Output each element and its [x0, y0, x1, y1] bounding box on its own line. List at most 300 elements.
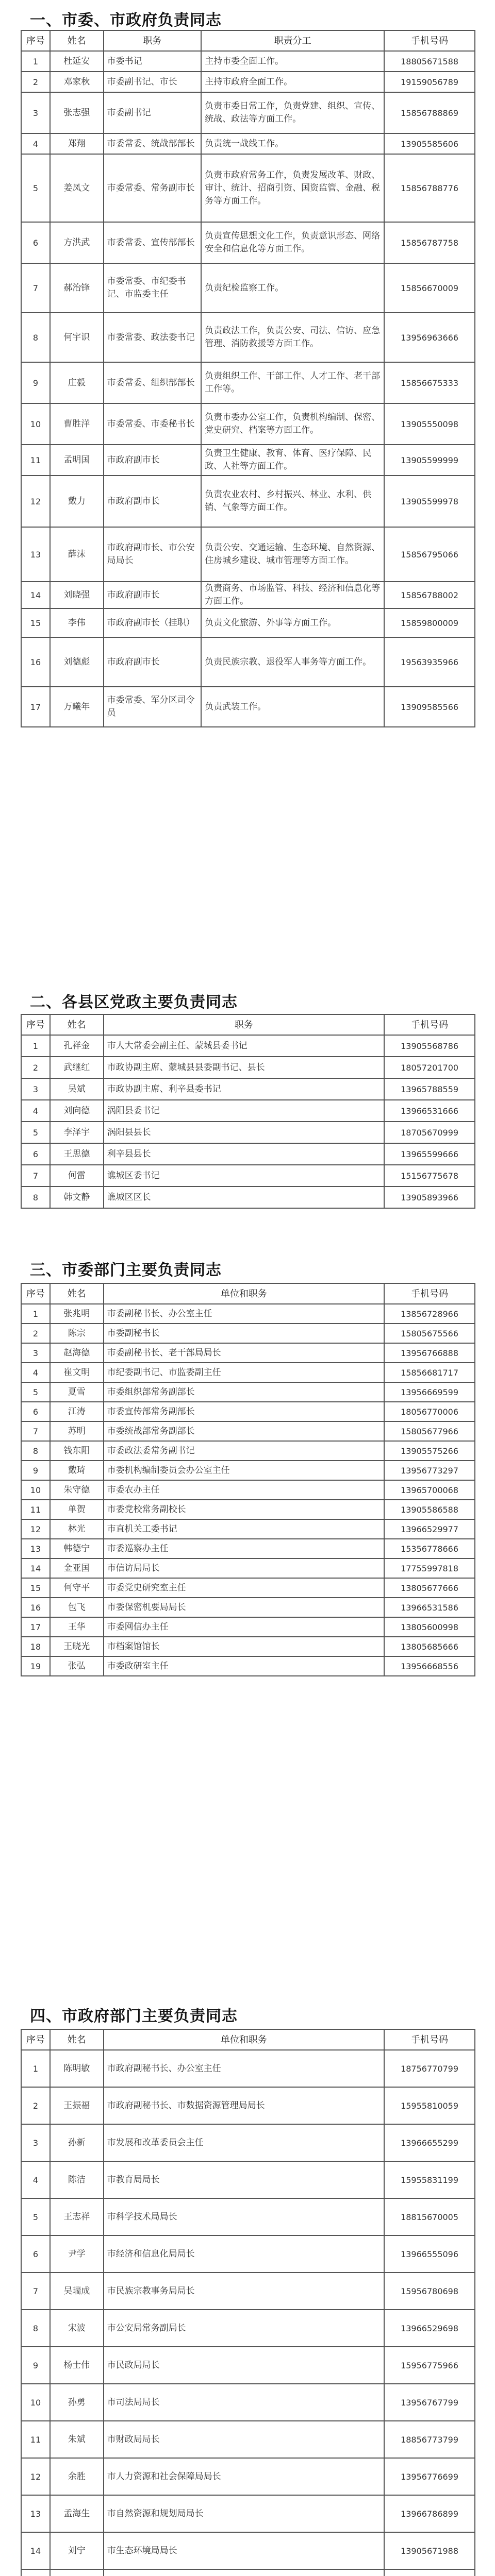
- row-index: 14: [21, 2532, 50, 2569]
- col-header: 序号: [21, 30, 50, 51]
- position: 市政府副市长、市公安局局长: [104, 527, 202, 582]
- person-name: 崔文明: [50, 1363, 104, 1382]
- phone-number: 15805675566: [384, 1324, 475, 1343]
- person-name: 林光: [50, 1519, 104, 1539]
- phone-number: 13966531586: [384, 1598, 475, 1617]
- unit-position: 市教育局局长: [104, 2161, 384, 2198]
- row-index: 2: [21, 1057, 50, 1078]
- unit-position: 市委巡察办主任: [104, 1539, 384, 1558]
- phone-number: 15156775678: [384, 1165, 475, 1187]
- row-index: 19: [21, 1656, 50, 1676]
- person-name: 孙新: [50, 2124, 104, 2161]
- phone-number: 18856773799: [384, 2421, 475, 2458]
- person-name: 钱东阳: [50, 1441, 104, 1461]
- county-row: [21, 1187, 475, 1208]
- row-index: 16: [21, 1598, 50, 1617]
- row-index: 6: [21, 1143, 50, 1165]
- county-row: [21, 1143, 475, 1165]
- unit-position: 市发展和改革委员会主任: [104, 2124, 384, 2161]
- unit-position: 市财政局局长: [104, 2421, 384, 2458]
- person-name: 夏雪: [50, 1382, 104, 1402]
- phone-number: 13956669599: [384, 1382, 475, 1402]
- phone-number: 15856675333: [384, 362, 475, 403]
- leader-row: [21, 222, 475, 263]
- phone-number: 13805685666: [384, 1637, 475, 1656]
- phone-number: 13905599978: [384, 476, 475, 527]
- phone-number: 13856728966: [384, 1304, 475, 1324]
- col-header: 序号: [21, 2029, 50, 2050]
- col-header: 序号: [21, 1014, 50, 1035]
- unit-position: 市委农办主任: [104, 1480, 384, 1500]
- unit-position: 市纪委副书记、市监委副主任: [104, 1363, 384, 1382]
- unit-position: 市人力资源和社会保障局局长: [104, 2458, 384, 2495]
- dept-row: [21, 2458, 475, 2495]
- unit-position: 市委副秘书长、办公室主任: [104, 1304, 384, 1324]
- phone-number: 13909585566: [384, 687, 475, 727]
- dept-row: [21, 1598, 475, 1617]
- row-index: 13: [21, 2495, 50, 2532]
- unit-position: 市民政局局长: [104, 2347, 384, 2384]
- unit-position: 市经济和信息化局局长: [104, 2235, 384, 2273]
- position: 谯城区委书记: [104, 1165, 384, 1187]
- unit-position: 市政府副秘书长、市数据资源管理局局长: [104, 2087, 384, 2124]
- dept-row: [21, 1324, 475, 1343]
- section-title: 四、市政府部门主要负责同志: [30, 2007, 238, 2025]
- leader-row: [21, 608, 475, 637]
- row-index: 1: [21, 51, 50, 72]
- section-title: 二、各县区党政主要负责同志: [30, 993, 238, 1011]
- row-index: 15: [21, 1578, 50, 1598]
- responsibilities: 负责农业农村、乡村振兴、林业、水利、供销、气象等方面工作。: [201, 476, 384, 527]
- phone-number: 13956766888: [384, 1343, 475, 1363]
- unit-position: 市委网信办主任: [104, 1617, 384, 1637]
- col-header: 姓名: [50, 1014, 104, 1035]
- col-header: 职务: [104, 1014, 384, 1035]
- dept-row: [21, 2569, 475, 2576]
- person-name: 杜延安: [50, 51, 104, 72]
- position: 市委常委、组织部部长: [104, 362, 202, 403]
- phone-number: [384, 2569, 475, 2576]
- row-index: 1: [21, 2050, 50, 2087]
- row-index: 11: [21, 1500, 50, 1519]
- row-index: 5: [21, 1382, 50, 1402]
- row-index: 9: [21, 362, 50, 403]
- row-index: 14: [21, 1558, 50, 1578]
- phone-number: 13905671988: [384, 2532, 475, 2569]
- row-index: 17: [21, 687, 50, 727]
- person-name: 陈宗: [50, 1324, 104, 1343]
- dept-row: [21, 1539, 475, 1558]
- phone-number: 18756770799: [384, 2050, 475, 2087]
- person-name: 苏明: [50, 1421, 104, 1441]
- row-index: 1: [21, 1035, 50, 1057]
- phone-number: 13905586588: [384, 1500, 475, 1519]
- phone-number: 15856795066: [384, 527, 475, 582]
- leader-row: [21, 313, 475, 362]
- leader-row: [21, 92, 475, 133]
- section-title: 三、市委部门主要负责同志: [30, 1261, 222, 1279]
- person-name: 戴力: [50, 476, 104, 527]
- phone-number: 13805600998: [384, 1617, 475, 1637]
- col-header: 手机号码: [384, 1283, 475, 1304]
- unit-position: 市生态环境局局长: [104, 2532, 384, 2569]
- phone-number: 13905585606: [384, 133, 475, 154]
- unit-position: 市委党校常务副校长: [104, 1500, 384, 1519]
- unit-position: 市委统战部常务副部长: [104, 1421, 384, 1441]
- row-index: 7: [21, 263, 50, 313]
- table-header-row: [21, 2029, 475, 2050]
- row-index: 14: [21, 582, 50, 608]
- leader-row: [21, 476, 475, 527]
- person-name: 王振福: [50, 2087, 104, 2124]
- row-index: 13: [21, 527, 50, 582]
- leader-row: [21, 263, 475, 313]
- col-header: 姓名: [50, 2029, 104, 2050]
- person-name: 武继红: [50, 1057, 104, 1078]
- col-header: 单位和职务: [104, 1283, 384, 1304]
- person-name: 张志强: [50, 92, 104, 133]
- phone-number: 15805677966: [384, 1421, 475, 1441]
- unit-position: 市委政研室主任: [104, 1656, 384, 1676]
- table-county-leaders: [21, 1014, 475, 1209]
- col-header: 手机号码: [384, 2029, 475, 2050]
- dept-row: [21, 2235, 475, 2273]
- person-name: 万曦年: [50, 687, 104, 727]
- row-index: 6: [21, 2235, 50, 2273]
- leader-row: [21, 154, 475, 222]
- dept-row: [21, 2198, 475, 2235]
- dept-row: [21, 1617, 475, 1637]
- responsibilities: 负责文化旅游、外事等方面工作。: [201, 608, 384, 637]
- dept-row: [21, 1363, 475, 1382]
- position: 市人大常委会副主任、蒙城县委书记: [104, 1035, 384, 1057]
- phone-number: 13956963666: [384, 313, 475, 362]
- row-index: 2: [21, 1324, 50, 1343]
- person-name: 薛沫: [50, 527, 104, 582]
- dept-row: [21, 1461, 475, 1480]
- person-name: 朱守德: [50, 1480, 104, 1500]
- person-name: 王华: [50, 1617, 104, 1637]
- person-name: 方洪武: [50, 222, 104, 263]
- dept-row: [21, 1519, 475, 1539]
- person-name: 郑翔: [50, 133, 104, 154]
- phone-number: 15856670009: [384, 263, 475, 313]
- phone-number: 15856788776: [384, 154, 475, 222]
- dept-row: [21, 1343, 475, 1363]
- dept-row: [21, 1441, 475, 1461]
- dept-row: [21, 1578, 475, 1598]
- position: 市委常委、军分区司令员: [104, 687, 202, 727]
- person-name: 刘晓强: [50, 582, 104, 608]
- phone-number: 13965788559: [384, 1078, 475, 1100]
- person-name: 孟海生: [50, 2495, 104, 2532]
- phone-number: 13966786899: [384, 2495, 475, 2532]
- row-index: 11: [21, 2421, 50, 2458]
- row-index: 5: [21, 1122, 50, 1143]
- phone-number: 15856788869: [384, 92, 475, 133]
- row-index: 12: [21, 2458, 50, 2495]
- person-name: 李伟: [50, 608, 104, 637]
- phone-number: 19159056789: [384, 72, 475, 92]
- phone-number: 18057201700: [384, 1057, 475, 1078]
- row-index: 10: [21, 403, 50, 445]
- row-index: 5: [21, 2198, 50, 2235]
- person-name: 韩德宁: [50, 1539, 104, 1558]
- row-index: 4: [21, 2161, 50, 2198]
- responsibilities: 负责组织工作、干部工作、人才工作、老干部工作等。: [201, 362, 384, 403]
- person-name: 韩文静: [50, 1187, 104, 1208]
- dept-row: [21, 2273, 475, 2310]
- county-row: [21, 1100, 475, 1122]
- position: 市委常委、统战部部长: [104, 133, 202, 154]
- phone-number: 15859800009: [384, 608, 475, 637]
- row-index: 9: [21, 1461, 50, 1480]
- dept-row: [21, 2087, 475, 2124]
- row-index: 10: [21, 1480, 50, 1500]
- unit-position: 市政府副秘书长、办公室主任: [104, 2050, 384, 2087]
- leader-row: [21, 637, 475, 687]
- person-name: 金亚国: [50, 1558, 104, 1578]
- person-name: 李泽宇: [50, 1122, 104, 1143]
- county-row: [21, 1122, 475, 1143]
- position: 市委常委、政法委书记: [104, 313, 202, 362]
- person-name: 戴琦: [50, 1461, 104, 1480]
- leader-row: [21, 582, 475, 608]
- leader-row: [21, 403, 475, 445]
- responsibilities: 主持市政府全面工作。: [201, 72, 384, 92]
- person-name: 庄毅: [50, 362, 104, 403]
- unit-position: 市司法局局长: [104, 2384, 384, 2421]
- phone-number: 15955810059: [384, 2087, 475, 2124]
- dept-row: [21, 1656, 475, 1676]
- row-index: 7: [21, 1421, 50, 1441]
- leader-row: [21, 362, 475, 403]
- unit-position: 市信访局局长: [104, 1558, 384, 1578]
- county-row: [21, 1078, 475, 1100]
- dept-row: [21, 2384, 475, 2421]
- dept-row: [21, 2124, 475, 2161]
- person-name: 刘德彪: [50, 637, 104, 687]
- leader-row: [21, 133, 475, 154]
- phone-number: 13956773297: [384, 1461, 475, 1480]
- phone-number: 18705670999: [384, 1122, 475, 1143]
- phone-number: 17755997818: [384, 1558, 475, 1578]
- responsibilities: 负责市政府常务工作，负责发展改革、财政、审计、统计、招商引资、国资监管、金融、税务等方面工作。: [201, 154, 384, 222]
- person-name: 张弘: [50, 1656, 104, 1676]
- county-row: [21, 1057, 475, 1078]
- person-name: 刘宁: [50, 2532, 104, 2569]
- phone-number: 13905550098: [384, 403, 475, 445]
- col-header: 手机号码: [384, 30, 475, 51]
- unit-position: 市委副秘书长: [104, 1324, 384, 1343]
- table-party-departments: [21, 1283, 475, 1676]
- phone-number: 13905893966: [384, 1187, 475, 1208]
- row-index: 3: [21, 1078, 50, 1100]
- person-name: 王晓光: [50, 1637, 104, 1656]
- unit-position: 市委党史研究室主任: [104, 1578, 384, 1598]
- person-name: 吴斌: [50, 1078, 104, 1100]
- phone-number: 13965599666: [384, 1143, 475, 1165]
- person-name: 何雷: [50, 1165, 104, 1187]
- row-index: [21, 2569, 50, 2576]
- position: 市政协副主席、蒙城县县委副书记、县长: [104, 1057, 384, 1078]
- phone-number: 13956776699: [384, 2458, 475, 2495]
- leader-row: [21, 51, 475, 72]
- county-row: [21, 1165, 475, 1187]
- table-header-row: [21, 1014, 475, 1035]
- leader-row: [21, 445, 475, 476]
- person-name: 张兆明: [50, 1304, 104, 1324]
- person-name: 孟明国: [50, 445, 104, 476]
- person-name: 包飞: [50, 1598, 104, 1617]
- unit-position: [104, 2569, 384, 2576]
- row-index: 18: [21, 1637, 50, 1656]
- responsibilities: 负责政法工作，负责公安、司法、信访、应急管理、消防救援等方面工作。: [201, 313, 384, 362]
- person-name: 刘向德: [50, 1100, 104, 1122]
- dept-row: [21, 1421, 475, 1441]
- row-index: 13: [21, 1539, 50, 1558]
- section-title: 一、市委、市政府负责同志: [30, 11, 222, 29]
- position: 市委书记: [104, 51, 202, 72]
- person-name: 朱斌: [50, 2421, 104, 2458]
- unit-position: 市民族宗教事务局局长: [104, 2273, 384, 2310]
- col-header: 单位和职务: [104, 2029, 384, 2050]
- row-index: 4: [21, 133, 50, 154]
- person-name: 宋波: [50, 2310, 104, 2347]
- position: 市政府副市长: [104, 637, 202, 687]
- responsibilities: 负责商务、市场监管、科技、经济和信息化等方面工作。: [201, 582, 384, 608]
- person-name: 王志祥: [50, 2198, 104, 2235]
- row-index: 2: [21, 2087, 50, 2124]
- phone-number: 13966529977: [384, 1519, 475, 1539]
- dept-row: [21, 1637, 475, 1656]
- dept-row: [21, 2421, 475, 2458]
- row-index: 11: [21, 445, 50, 476]
- responsibilities: 主持市委全面工作。: [201, 51, 384, 72]
- row-index: 7: [21, 2273, 50, 2310]
- county-row: [21, 1035, 475, 1057]
- row-index: 4: [21, 1363, 50, 1382]
- person-name: 陈明敏: [50, 2050, 104, 2087]
- col-header: 职务: [104, 30, 202, 51]
- phone-number: 15956780698: [384, 2273, 475, 2310]
- dept-row: [21, 2532, 475, 2569]
- position: 市政府副市长: [104, 582, 202, 608]
- person-name: 何守平: [50, 1578, 104, 1598]
- person-name: 赵海德: [50, 1343, 104, 1363]
- phone-number: 15955831199: [384, 2161, 475, 2198]
- dept-row: [21, 1500, 475, 1519]
- dept-row: [21, 1304, 475, 1324]
- phone-number: 13966555096: [384, 2235, 475, 2273]
- responsibilities: 负责纪检监察工作。: [201, 263, 384, 313]
- position: 涡阳县县长: [104, 1122, 384, 1143]
- responsibilities: 负责民族宗教、退役军人事务等方面工作。: [201, 637, 384, 687]
- person-name: 余胜: [50, 2458, 104, 2495]
- position: 市委副书记: [104, 92, 202, 133]
- row-index: 6: [21, 222, 50, 263]
- person-name: 江涛: [50, 1402, 104, 1421]
- unit-position: 市委保密机要局局长: [104, 1598, 384, 1617]
- leader-row: [21, 72, 475, 92]
- responsibilities: 负责统一战线工作。: [201, 133, 384, 154]
- position: 市政府副市长（挂职）: [104, 608, 202, 637]
- row-index: 9: [21, 2347, 50, 2384]
- row-index: 8: [21, 1441, 50, 1461]
- position: 市委常委、市纪委书记、市监委主任: [104, 263, 202, 313]
- table-gov-departments: [21, 2029, 475, 2576]
- row-index: 3: [21, 92, 50, 133]
- position: 市委常委、市委秘书长: [104, 403, 202, 445]
- unit-position: 市公安局常务副局长: [104, 2310, 384, 2347]
- row-index: 8: [21, 1187, 50, 1208]
- position: 市委常委、宣传部部长: [104, 222, 202, 263]
- responsibilities: 负责市委办公室工作，负责机构编制、保密、党史研究、档案等方面工作。: [201, 403, 384, 445]
- col-header: 姓名: [50, 1283, 104, 1304]
- row-index: 17: [21, 1617, 50, 1637]
- phone-number: 13905568786: [384, 1035, 475, 1057]
- position: 利辛县县长: [104, 1143, 384, 1165]
- dept-row: [21, 2347, 475, 2384]
- phone-number: 13965700068: [384, 1480, 475, 1500]
- dept-row: [21, 2495, 475, 2532]
- position: 市政协副主席、利辛县委书记: [104, 1078, 384, 1100]
- phone-number: 15856788002: [384, 582, 475, 608]
- phone-number: 15356778666: [384, 1539, 475, 1558]
- unit-position: 市委宣传部常务副部长: [104, 1402, 384, 1421]
- unit-position: 市自然资源和规划局局长: [104, 2495, 384, 2532]
- col-header: 手机号码: [384, 1014, 475, 1035]
- person-name: 孙勇: [50, 2384, 104, 2421]
- row-index: 3: [21, 2124, 50, 2161]
- responsibilities: 负责宣传思想文化工作，负责意识形态、网络安全和信息化等方面工作。: [201, 222, 384, 263]
- person-name: 曹胜洋: [50, 403, 104, 445]
- phone-number: 18056770006: [384, 1402, 475, 1421]
- phone-number: 13966529698: [384, 2310, 475, 2347]
- row-index: 3: [21, 1343, 50, 1363]
- table-header-row: [21, 1283, 475, 1304]
- person-name: 尹学: [50, 2235, 104, 2273]
- responsibilities: 负责卫生健康、教育、体育、医疗保障、民政、人社等方面工作。: [201, 445, 384, 476]
- phone-number: 15856787758: [384, 222, 475, 263]
- unit-position: 市委机构编制委员会办公室主任: [104, 1461, 384, 1480]
- dept-row: [21, 1382, 475, 1402]
- person-name: 吴瑞成: [50, 2273, 104, 2310]
- position: 谯城区区长: [104, 1187, 384, 1208]
- person-name: 孔祥金: [50, 1035, 104, 1057]
- row-index: 16: [21, 637, 50, 687]
- dept-row: [21, 1402, 475, 1421]
- table-header-row: [21, 30, 475, 51]
- row-index: 15: [21, 608, 50, 637]
- phone-number: 13966655299: [384, 2124, 475, 2161]
- dept-row: [21, 2310, 475, 2347]
- leader-row: [21, 527, 475, 582]
- unit-position: 市直机关工委书记: [104, 1519, 384, 1539]
- row-index: 7: [21, 1165, 50, 1187]
- person-name: 陈洁: [50, 2161, 104, 2198]
- col-header: 姓名: [50, 30, 104, 51]
- row-index: 12: [21, 1519, 50, 1539]
- position: 市委常委、常务副市长: [104, 154, 202, 222]
- phone-number: 13956767799: [384, 2384, 475, 2421]
- person-name: [50, 2569, 104, 2576]
- person-name: 王思德: [50, 1143, 104, 1165]
- dept-row: [21, 1558, 475, 1578]
- row-index: 8: [21, 2310, 50, 2347]
- dept-row: [21, 1480, 475, 1500]
- phone-number: 15956775966: [384, 2347, 475, 2384]
